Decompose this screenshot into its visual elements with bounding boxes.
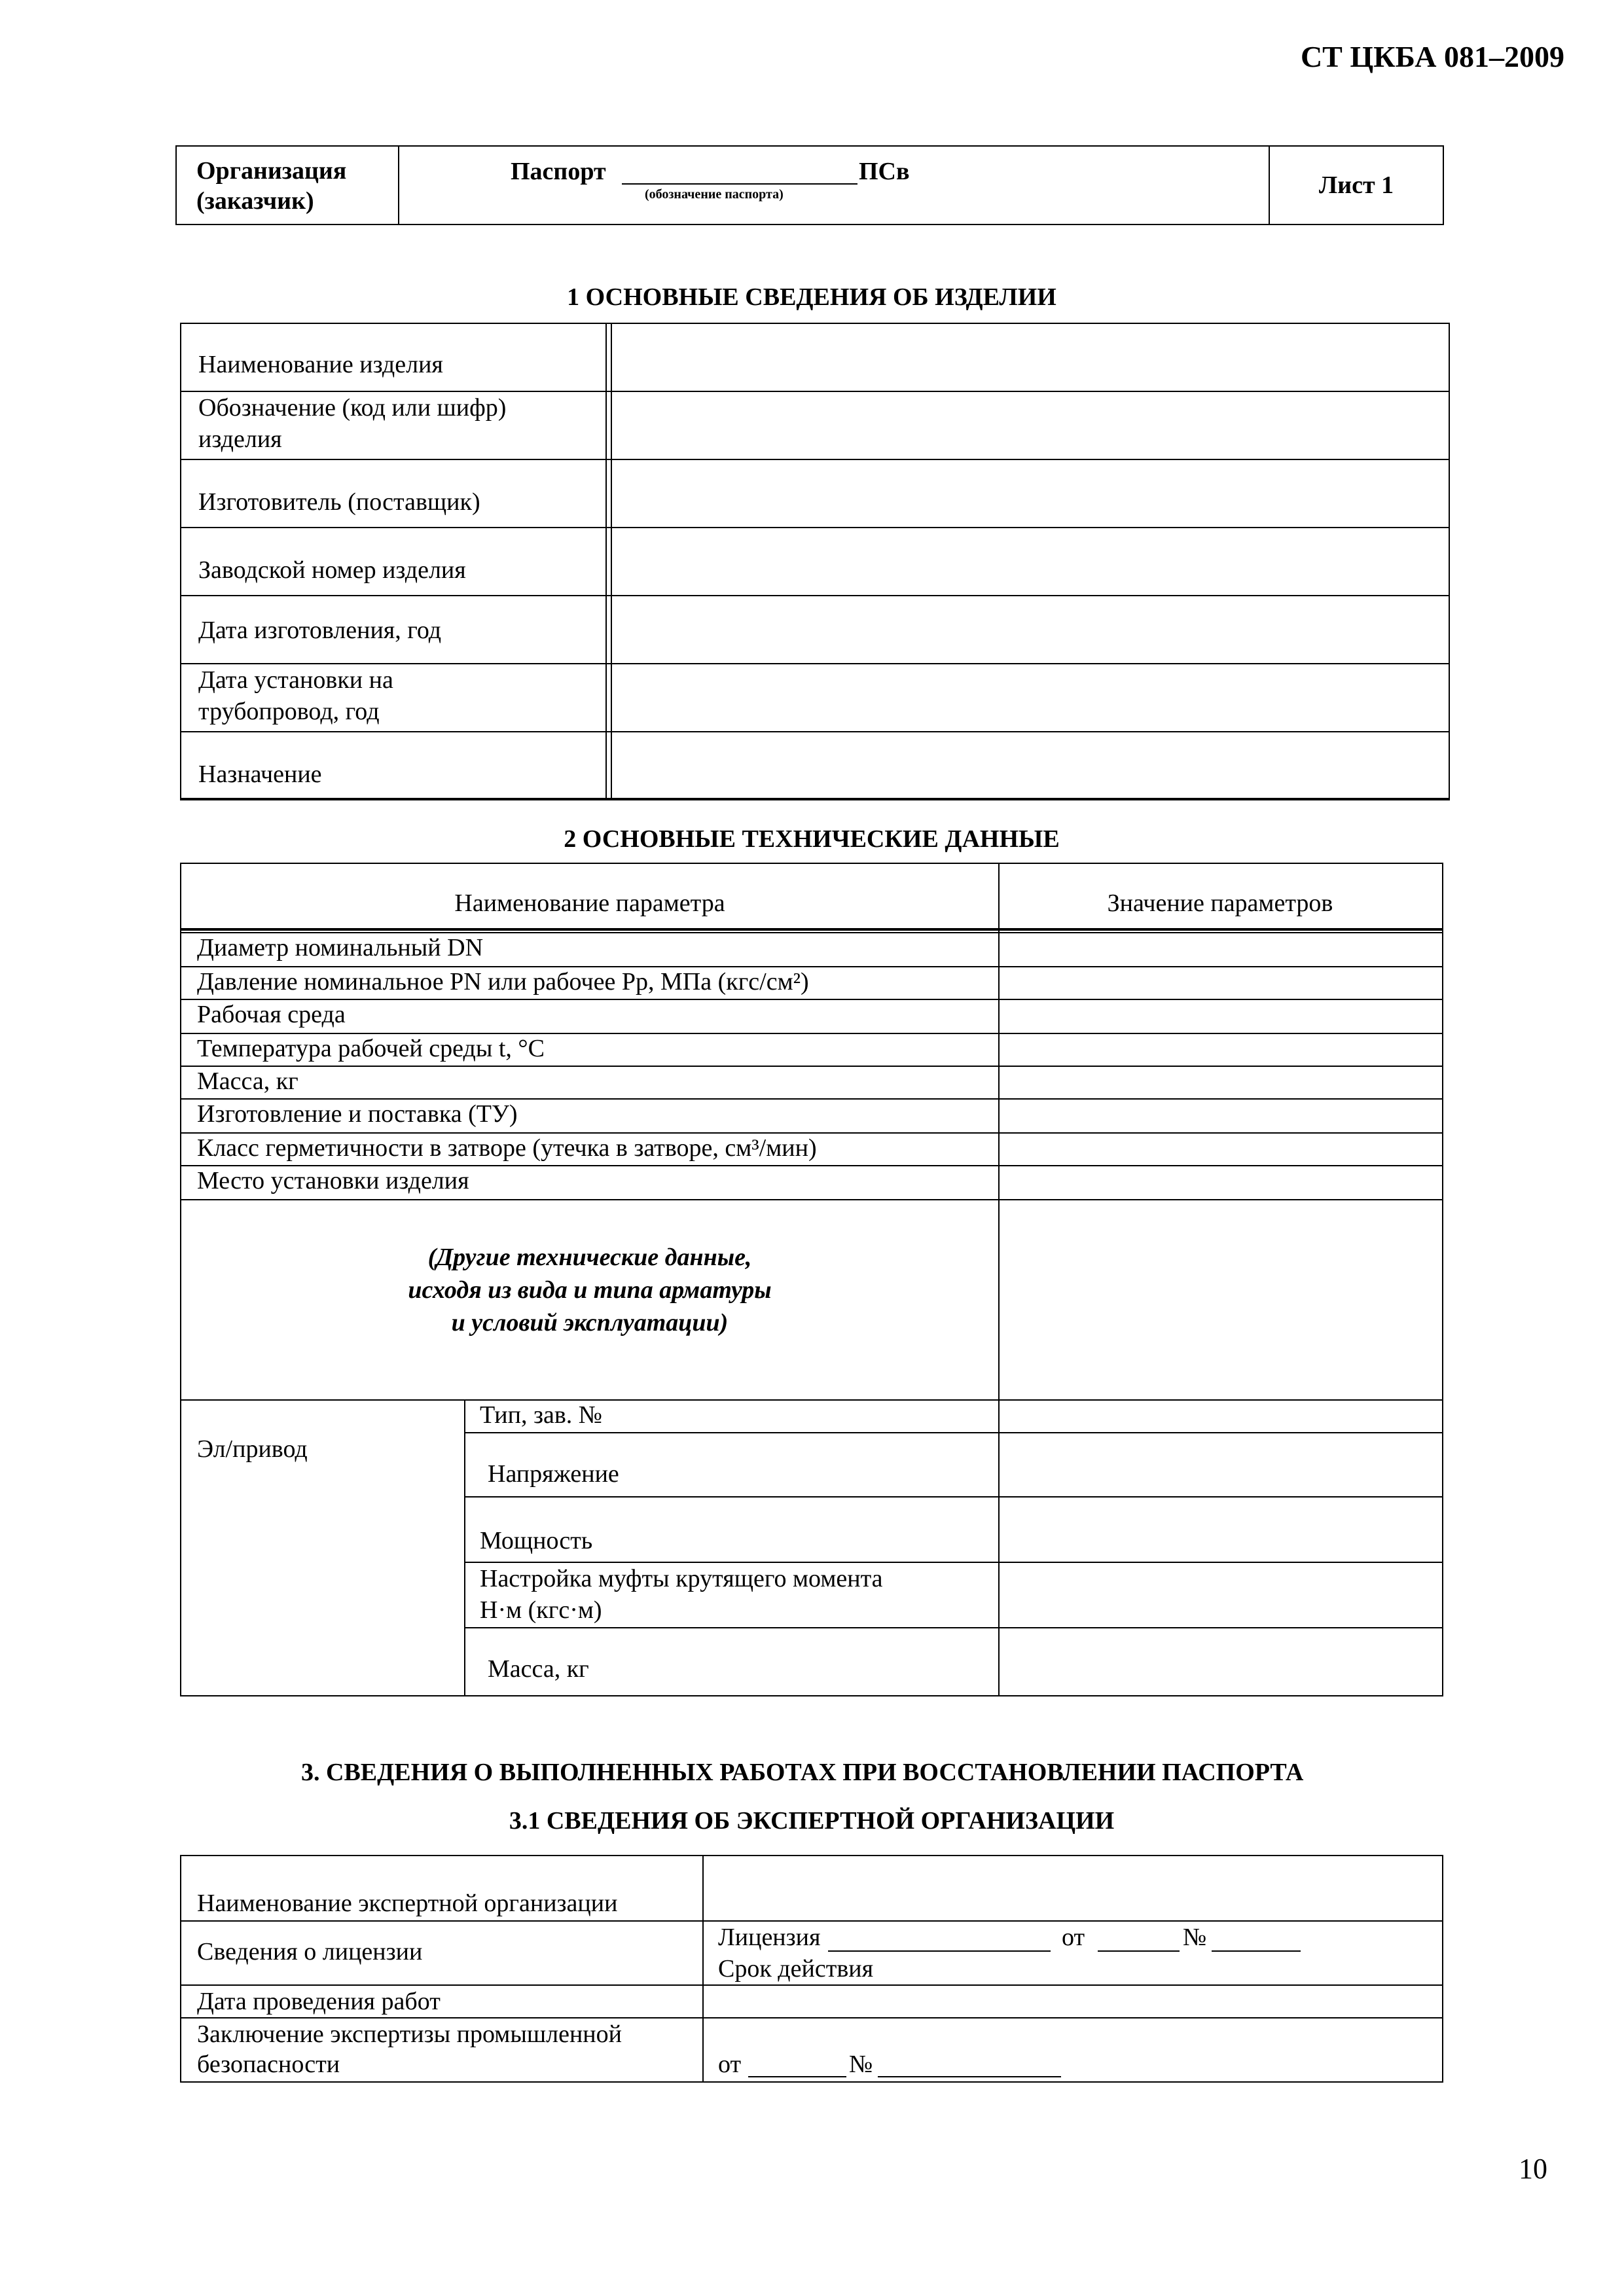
- passport-suffix: ПСв: [859, 158, 910, 185]
- license-num-label: №: [1183, 1924, 1207, 1951]
- drive-label: Эл/привод: [197, 1435, 308, 1463]
- table-row: [181, 528, 1449, 596]
- param-row-label: Класс герметичности в затворе (утечка в затворе, см³/мин): [197, 1134, 817, 1162]
- row-label: Наименование изделия: [198, 351, 443, 378]
- column-header-param: Наименование параметра: [454, 889, 725, 917]
- row-label: Изготовитель (поставщик): [198, 488, 480, 516]
- sheet-label: Лист 1: [1318, 171, 1394, 199]
- table-row: [181, 664, 1449, 732]
- drive-divider: [464, 1399, 465, 1695]
- license-date-field[interactable]: [1098, 1950, 1180, 1952]
- table-row: [181, 392, 1449, 460]
- column-header-value: Значение параметров: [1107, 889, 1333, 917]
- drive-row-label: Настройка муфты крутящего момента: [480, 1565, 883, 1592]
- section2-title: 2 ОСНОВНЫЕ ТЕХНИЧЕСКИЕ ДАННЫЕ: [564, 825, 1060, 853]
- row-divider: [181, 999, 1442, 1000]
- row-divider: [181, 1399, 1442, 1401]
- section1-title: 1 ОСНОВНЫЕ СВЕДЕНИЯ ОБ ИЗДЕЛИИ: [567, 283, 1056, 311]
- row-label: Заводской номер изделия: [198, 556, 466, 584]
- row-label: трубопровод, год: [198, 698, 380, 725]
- page-number: 10: [1519, 2153, 1547, 2185]
- conclusion-label: Заключение экспертизы промышленной: [197, 2020, 622, 2048]
- table-row: [181, 596, 1449, 664]
- row-label: Назначение: [198, 761, 322, 788]
- param-row-label: Рабочая среда: [197, 1001, 346, 1028]
- drive-row-label: Тип, зав. №: [480, 1401, 603, 1429]
- table-row: [181, 324, 1449, 392]
- organization-cell: [177, 147, 399, 224]
- conclusion-from-label: от: [718, 2051, 742, 2078]
- organization-label: Организация: [196, 157, 347, 185]
- row-label: Дата установки на: [198, 666, 393, 694]
- conclusion-label: безопасности: [197, 2051, 340, 2078]
- row-divider: [464, 1432, 1442, 1433]
- conclusion-num-field[interactable]: [878, 2076, 1061, 2077]
- section1-table: [180, 323, 1450, 800]
- drive-row-label: Мощность: [480, 1527, 593, 1554]
- conclusion-num-label: №: [849, 2051, 873, 2078]
- license-from-label: от: [1062, 1924, 1085, 1951]
- drive-row-label: Напряжение: [488, 1460, 619, 1488]
- passport-label: Паспорт: [511, 158, 606, 185]
- customer-label: (заказчик): [196, 187, 314, 215]
- license-num-field[interactable]: [1212, 1950, 1301, 1952]
- document-code: СТ ЦКБА 081–2009: [1300, 40, 1564, 73]
- drive-row-label: Н·м (кгс·м): [480, 1596, 602, 1624]
- header-divider: [181, 928, 1442, 931]
- row-divider: [181, 1199, 1442, 1200]
- column-divider: [605, 324, 607, 799]
- value-column-divider: [998, 864, 1000, 1695]
- section3-table: [180, 1855, 1443, 2083]
- row-label: Дата изготовления, год: [198, 617, 442, 644]
- param-row-label: Масса, кг: [197, 1067, 298, 1095]
- param-row-label: Изготовление и поставка (ТУ): [197, 1100, 518, 1128]
- section3-subtitle: 3.1 СВЕДЕНИЯ ОБ ЭКСПЕРТНОЙ ОРГАНИЗАЦИИ: [509, 1807, 1115, 1835]
- license-field-label: Лицензия: [718, 1924, 821, 1951]
- row-divider: [464, 1627, 1442, 1628]
- license-label: Сведения о лицензии: [197, 1938, 423, 1965]
- expert-org-label: Наименование экспертной организации: [197, 1890, 618, 1917]
- section2-table: [180, 863, 1443, 1696]
- section3-title: 3. СВЕДЕНИЯ О ВЫПОЛНЕННЫХ РАБОТАХ ПРИ ВОССТАНОВЛЕНИИ ПАСПОРТА: [301, 1759, 1304, 1786]
- param-row-label: Место установки изделия: [197, 1167, 469, 1194]
- row-label: изделия: [198, 425, 282, 453]
- other-data-note: (Другие технические данные, исходя из вида и типа арматуры и условий эксплуатации): [408, 1244, 772, 1336]
- table-row: [181, 460, 1449, 528]
- table-row: [181, 732, 1449, 799]
- validity-label: Срок действия: [718, 1955, 874, 1982]
- work-date-label: Дата проведения работ: [197, 1988, 441, 2015]
- license-number-field[interactable]: [828, 1950, 1051, 1952]
- column-divider: [611, 324, 612, 799]
- column-divider: [702, 1856, 704, 2081]
- param-row-label: Температура рабочей среды t, °С: [197, 1035, 545, 1062]
- row-divider: [464, 1496, 1442, 1498]
- passport-note: (обозначение паспорта): [645, 187, 784, 202]
- row-divider: [181, 1066, 1442, 1067]
- drive-row-label: Масса, кг: [488, 1655, 589, 1683]
- param-row-label: Диаметр номинальный DN: [197, 934, 484, 961]
- passport-number-field[interactable]: [622, 183, 857, 185]
- row-label: Обозначение (код или шифр): [198, 394, 507, 422]
- param-row-label: Давление номинальное PN или рабочее Рр, МПа (кгс/см²): [197, 968, 809, 996]
- passport-header: [175, 145, 1444, 225]
- conclusion-date-field[interactable]: [748, 2076, 846, 2077]
